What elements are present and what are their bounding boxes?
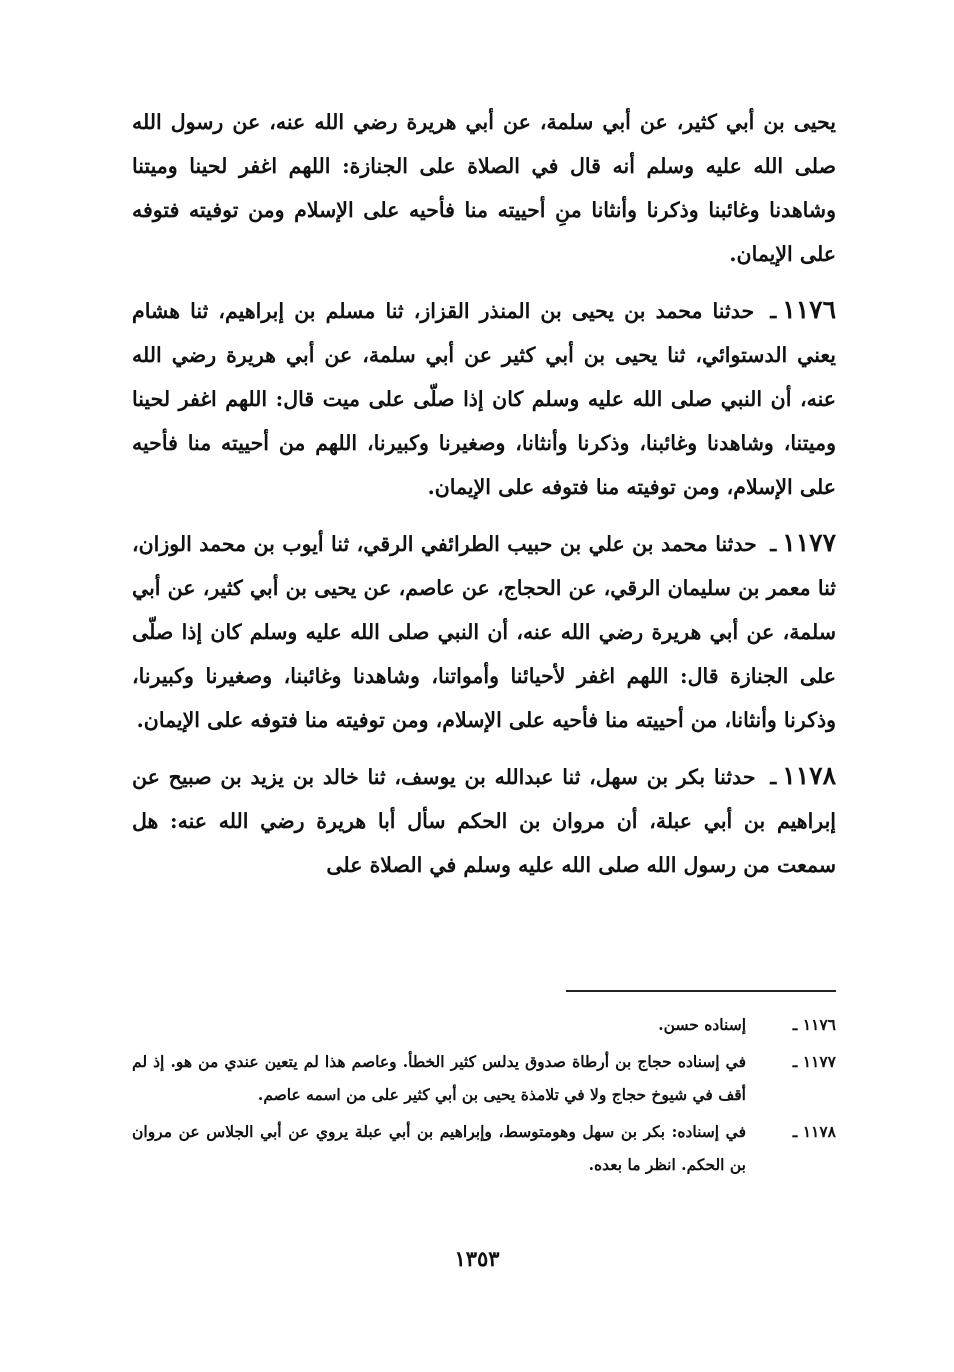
footnote-1178 [132,1115,836,1181]
footnote-text: في إسناده: بكر بن سهل وهومتوسط، وإبراهيم بن أبي عبلة يروي عن أبي الجلاس عن مروان بن الحكم. انظر ما بعده. [132,1122,746,1174]
hadith-number: ١١٧٦ [782,295,836,324]
dash: ـ [792,1052,798,1071]
main-text-body [132,100,836,887]
footnotes [132,1008,836,1185]
footnote-number [746,1115,836,1181]
hadith-1178 [132,754,836,887]
footnote-separator [566,990,836,992]
continued-paragraph [132,100,836,276]
dash: ـ [770,765,777,789]
hadith-number: ١١٧٧ [782,528,836,557]
dash: ـ [792,1122,798,1141]
dash: ـ [770,299,777,323]
hadith-1176 [132,288,836,509]
paragraph-text: يحيى بن أبي كثير، عن أبي سلمة، عن أبي هريرة رضي الله عنه، عن رسول الله صلى الله عليه وسلم أنه قال في الصلاة على الجنازة: اللهم اغفر لحينا وميتنا وشاهدنا وغائبنا وذكرنا وأنثانا منِ أحييته منا فأحيه على الإسلام ومن توفيته فتوفه على الإيمان. [132,110,836,266]
hadith-1177 [132,521,836,742]
footnote-1176 [132,1008,836,1041]
footnote-text: في إسناده حجاج بن أرطاة صدوق يدلس كثير الخطأ. وعاصم هذا لم يتعين عندي من هو. إذ لم أقف في شيوخ حجاج ولا في تلامذة يحيى بن أبي كثير على من اسمه عاصم. [132,1052,746,1104]
footnote-number-value: ١١٧٦ [802,1015,836,1034]
page-number: ١٣٥٣ [454,1246,500,1271]
footnote-1177 [132,1045,836,1111]
dash: ـ [770,532,777,556]
footnote-number [746,1045,836,1111]
hadith-text: حدثنا محمد بن يحيى بن المنذر القزاز، ثنا مسلم بن إبراهيم، ثنا هشام يعني الدستوائي، ثنا يحيى بن أبي كثير عن أبي سلمة، عن أبي هريرة رضي الله عنه، أن النبي صلى الله عليه وسلم كان إذا صلّى على ميت قال: اللهم اغفر لحينا وميتنا، وشاهدنا وغائبنا، وذكرنا وأنثانا، وصغيرنا وكبيرنا، اللهم من أحييته منا فأحيه على الإسلام، ومن توفيته منا فتوفه على الإيمان. [132,299,836,499]
hadith-number: ١١٧٨ [782,761,837,790]
hadith-text: حدثنا محمد بن علي بن حبيب الطرائفي الرقي، ثنا أيوب بن محمد الوزان، ثنا معمر بن سليمان الرقي، عن الحجاج، عن عاصم، عن يحيى بن أبي كثير، عن أبي سلمة، عن أبي هريرة رضي الله عنه، أن النبي صلى الله عليه وسلم كان إذا صلّى على الجنازة قال: اللهم اغفر لأحيائنا وأمواتنا، وشاهدنا وغائبنا، وصغيرنا وكبيرنا، وذكرنا وأنثانا، من أحييته منا فأحيه على الإسلام، ومن توفيته منا فتوفه على الإيمان. [132,532,836,732]
footnote-text: إسناده حسن. [658,1015,746,1034]
footnote-number-value: ١١٧٨ [802,1122,836,1141]
hadith-text: حدثنا بكر بن سهل، ثنا عبدالله بن يوسف، ثنا خالد بن يزيد بن صبيح عن إبراهيم بن أبي عبلة، أن مروان بن الحكم سأل أبا هريرة رضي الله عنه: هل سمعت من رسول الله صلى الله عليه وسلم في الصلاة على [132,765,836,877]
footnote-number [746,1008,836,1041]
dash: ـ [792,1015,798,1034]
footnote-number-value: ١١٧٧ [802,1052,836,1071]
